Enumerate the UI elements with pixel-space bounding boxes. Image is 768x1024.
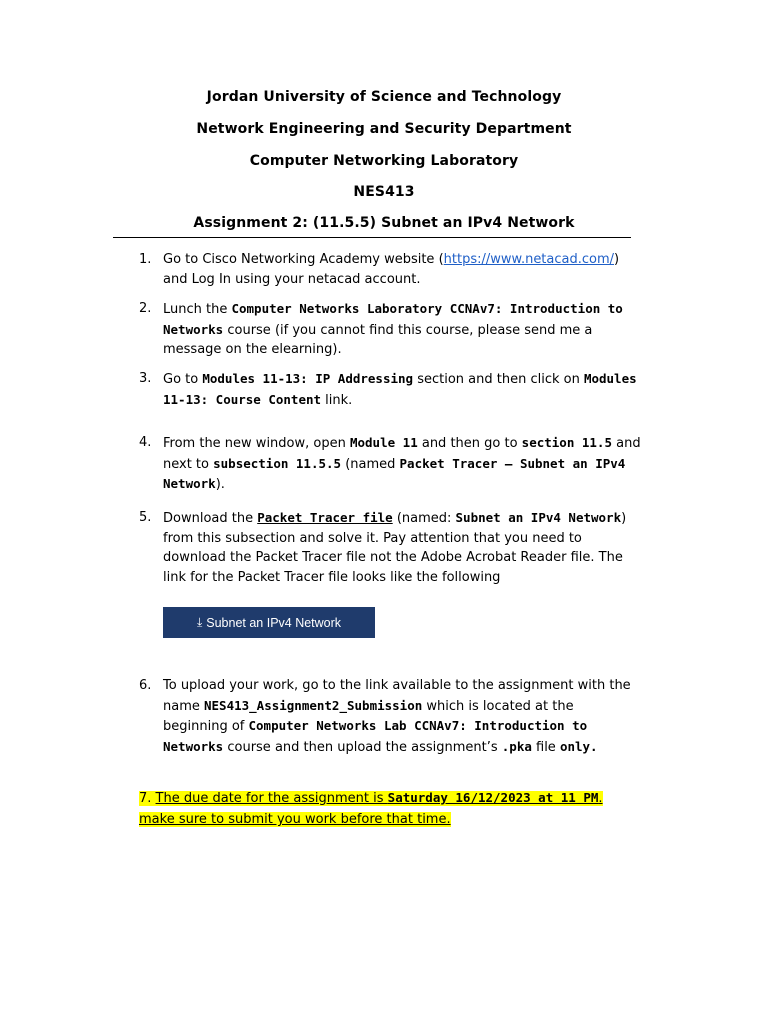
course-code: NES413 [353, 184, 415, 200]
download-icon: ⤓ [196, 615, 203, 629]
list-text: Lunch the Computer Networks Laboratory CCNAv7: Introduction to Networks course (if you cannot find this course, please send me a message on the elearning). [163, 301, 623, 357]
list-number: 7. [139, 791, 152, 806]
netacad-link[interactable]: https://www.netacad.com/ [443, 252, 615, 267]
list-number: 6. [139, 678, 152, 693]
download-packet-tracer-button[interactable] [163, 607, 375, 638]
list-number: 5. [139, 510, 152, 525]
list-text: From the new window, open Module 11 and then go to section 11.5 and next to subsection 11.5.5 (named Packet Tracer – Subnet an IPv4 Network). [163, 435, 641, 492]
lab-title: Computer Networking Laboratory [249, 153, 519, 169]
due-date-notice: 7. The due date for the assignment is Saturday 16/12/2023 at 11 PM. make sure to submit you work before that time. [139, 790, 603, 827]
packet-tracer-file-link[interactable]: Packet Tracer file [257, 510, 393, 525]
due-date: Saturday 16/12/2023 at 11 PM [387, 790, 599, 805]
list-text: Go to Cisco Networking Academy website (https://www.netacad.com/) and Log In using your netacad account. [163, 252, 620, 287]
list-number: 2. [139, 301, 152, 316]
department-title: Network Engineering and Security Department [196, 121, 572, 137]
list-text: Download the Packet Tracer file (named: Subnet an IPv4 Network) from this subsection and solve it. Pay attention that you need to download the Packet Tracer file not the Adobe Acrobat Reader file. The link for the Packet Tracer file looks like the following [163, 510, 627, 585]
list-number: 3. [139, 371, 152, 386]
list-text: Go to Modules 11-13: IP Addressing section and then click on Modules 11-13: Course Content link. [163, 371, 637, 408]
university-title: Jordan University of Science and Technology [206, 89, 562, 105]
header-divider [113, 237, 631, 238]
list-number: 1. [139, 252, 152, 267]
assignment-title: Assignment 2: (11.5.5) Subnet an IPv4 Network [193, 215, 575, 231]
download-button-label: Subnet an IPv4 Network [206, 615, 342, 630]
due-reminder: make sure to submit you work before that time. [139, 812, 451, 827]
list-number: 4. [139, 435, 152, 450]
list-text: To upload your work, go to the link available to the assignment with the name NES413_Assignment2_Submission which is located at the beginning of Computer Networks Lab CCNAv7: Introduction to Networks course and then upload the assignment’s .pka file only. [163, 678, 631, 755]
